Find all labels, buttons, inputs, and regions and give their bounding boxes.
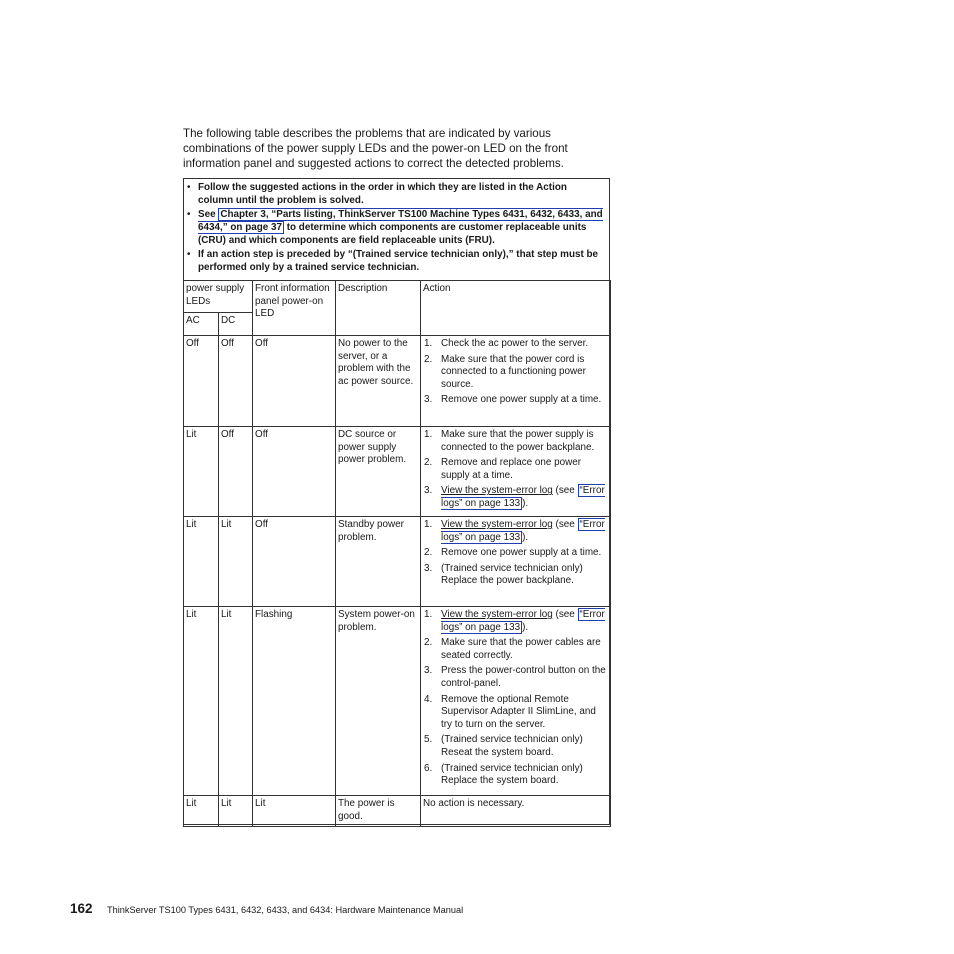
cell-action: No action is necessary. — [421, 796, 611, 827]
action-step: 1. Check the ac power to the server. — [424, 338, 589, 349]
action-step: 3. View the system-error log (see “Error logs” on page 133 ). — [424, 485, 605, 509]
action-steps — [423, 609, 607, 788]
action-step: 3. Remove one power supply at a time. — [424, 394, 602, 406]
bullet-icon: • — [187, 209, 191, 221]
system-error-log-link[interactable]: View the system-error log — [441, 485, 553, 497]
action-steps — [423, 429, 607, 511]
note-item — [184, 182, 603, 207]
cell-ac: Lit — [184, 796, 219, 827]
bullet-icon: • — [187, 249, 191, 261]
action-step: 3. Press the power-control button on the control-panel. — [424, 665, 606, 689]
note-text-prefix: See — [198, 209, 219, 221]
action-steps — [423, 519, 607, 588]
note-item — [184, 249, 603, 274]
cell-front-led: Flashing — [253, 607, 336, 796]
parts-listing-link[interactable]: Chapter 3, “Parts listing, ThinkServer TS100 Machine Types 6431, 6432, 6433, and 6434,” on page 37 — [198, 209, 603, 233]
cell-dc: Off — [219, 427, 253, 517]
intro-paragraph: The following table describes the problems that are indicated by various combinations of the power supply LEDs and the power-on LED on the front information panel and suggested actions to correct the detected problems. — [183, 127, 568, 170]
page-footer — [70, 900, 463, 918]
cell-dc: Lit — [219, 796, 253, 827]
header-psu-leds: power supply LEDs — [184, 281, 253, 313]
cell-action — [421, 607, 611, 796]
action-step: 6. (Trained service technician only) Replace the system board. — [424, 762, 583, 787]
cell-dc: Off — [219, 336, 253, 427]
action-steps — [423, 338, 607, 407]
note-text: If an action step is preceded by “(Trained service technician only),” that step must be performed only by a trained service technician. — [198, 249, 599, 273]
system-error-log-link[interactable]: View the system-error log — [441, 519, 553, 530]
table-row — [184, 607, 611, 796]
header-description: Description — [336, 281, 421, 336]
header-action: Action — [421, 281, 611, 336]
cell-action — [421, 336, 611, 427]
cell-dc: Lit — [219, 607, 253, 796]
action-step: 1. View the system-error log (see “Error logs” on page 133 ). — [424, 519, 605, 543]
cell-action — [421, 517, 611, 607]
action-step: 4. Remove the optional Remote Supervisor Adapter II SlimLine, and try to turn on the server. — [424, 693, 596, 730]
table-row — [184, 336, 611, 427]
action-step: 1. Make sure that the power supply is connected to the power backplane. — [424, 429, 595, 453]
cell-ac: Off — [184, 336, 219, 427]
action-step: 2. Remove and replace one power supply at a time. — [424, 457, 581, 481]
cell-ac: Lit — [184, 517, 219, 607]
troubleshooting-table-box — [183, 178, 610, 825]
led-table — [183, 280, 611, 827]
action-step: 5. (Trained service technician only) Reseat the system board. — [424, 734, 583, 758]
action-step: 2. Make sure that the power cables are seated correctly. — [424, 637, 601, 661]
action-step: 2. Remove one power supply at a time. — [424, 547, 602, 559]
cell-description: No power to the server, or a problem with the ac power source. — [336, 336, 421, 427]
cell-description: DC source or power supply power problem. — [336, 427, 421, 517]
cell-front-led: Lit — [253, 796, 336, 827]
error-logs-link[interactable]: “Error logs” on page 133 — [441, 519, 605, 543]
cell-description: Standby power problem. — [336, 517, 421, 607]
action-step: 2. Make sure that the power cord is connected to a functioning power source. — [424, 353, 586, 390]
table-row — [184, 427, 611, 517]
note-item — [184, 209, 603, 247]
note-text-suffix: to determine which components are customer replaceable units (CRU) and which components are field replaceable units (FRU). — [198, 221, 587, 246]
error-logs-link[interactable]: “Error logs” on page 133 — [441, 485, 605, 509]
header-ac: AC — [184, 313, 219, 336]
cell-front-led: Off — [253, 336, 336, 427]
cell-front-led: Off — [253, 517, 336, 607]
action-step: 3. (Trained service technician only) Replace the power backplane. — [424, 562, 583, 587]
header-front-panel-led: Front information panel power-on LED — [253, 281, 336, 336]
page-number: 162 — [70, 901, 93, 916]
table-row — [184, 517, 611, 607]
header-dc: DC — [219, 313, 253, 336]
cell-action — [421, 427, 611, 517]
note-text: Follow the suggested actions in the order in which they are listed in the Action column until the problem is solved. — [198, 182, 567, 206]
footer-title: ThinkServer TS100 Types 6431, 6432, 6433, and 6434: Hardware Maintenance Manual — [106, 905, 464, 915]
cell-ac: Lit — [184, 607, 219, 796]
cell-dc: Lit — [219, 517, 253, 607]
bullet-icon: • — [187, 182, 191, 193]
system-error-log-link[interactable]: View the system-error log — [441, 609, 553, 620]
notes-list — [184, 179, 609, 275]
cell-ac: Lit — [184, 427, 219, 517]
cell-description: The power is good. — [336, 796, 421, 827]
cell-description: System power-on problem. — [336, 607, 421, 796]
error-logs-link[interactable]: “Error logs” on page 133 — [441, 609, 605, 633]
table-row — [184, 796, 611, 827]
cell-front-led: Off — [253, 427, 336, 517]
action-step: 1. View the system-error log (see “Error logs” on page 133 ). — [424, 609, 605, 633]
